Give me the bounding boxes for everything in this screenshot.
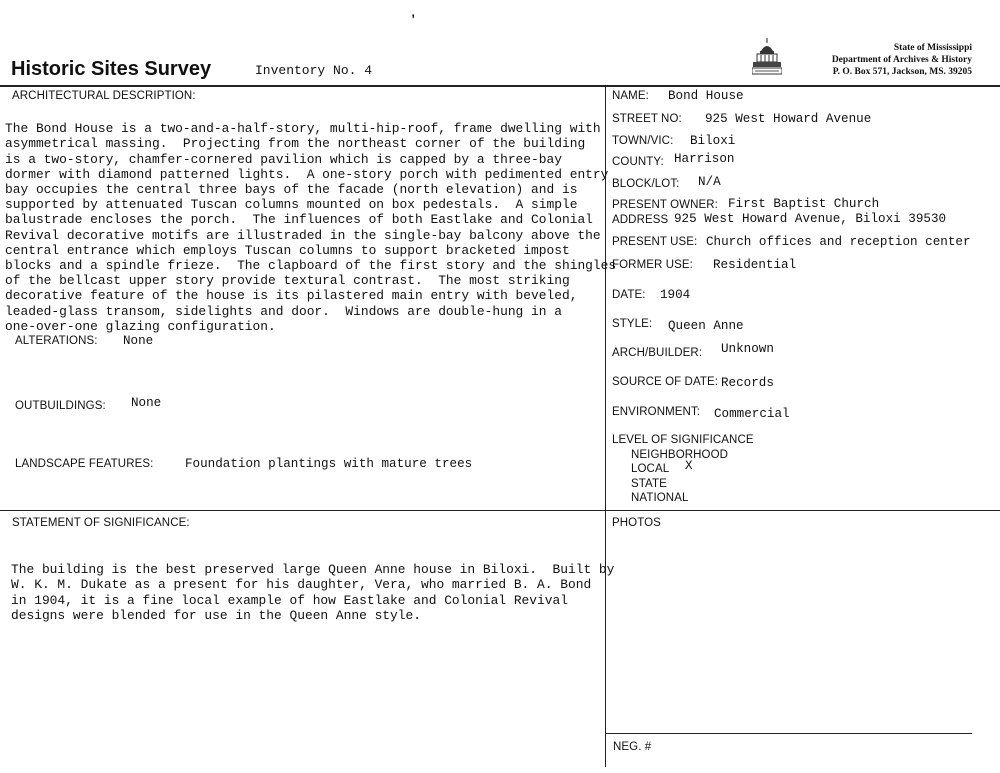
agency-line-3: P. O. Box 571, Jackson, MS. 39205 bbox=[832, 67, 972, 77]
statement-of-significance-text bbox=[11, 547, 614, 638]
present-use-value: Church offices and reception center bbox=[706, 235, 971, 249]
description-line: dormer with diamond patterned lights. A one-story porch with pedimented entry bbox=[5, 166, 609, 182]
top-rule bbox=[0, 85, 1000, 87]
arch-builder-value: Unknown bbox=[721, 342, 774, 356]
present-owner-label: PRESENT OWNER: bbox=[612, 199, 718, 211]
description-line: is a two-story, chamfer-cornered pavilion which is capped by a three-bay bbox=[5, 151, 562, 167]
significance-line: The building is the best preserved large Queen Anne house in Biloxi. Built by bbox=[11, 562, 615, 578]
agency-line-1: State of Mississippi bbox=[893, 43, 972, 53]
level-option-national: NATIONAL bbox=[631, 492, 689, 504]
alterations-label: ALTERATIONS: bbox=[15, 335, 98, 347]
present-owner-value: First Baptist Church bbox=[728, 197, 880, 211]
description-line: asymmetrical massing. Projecting from the northeast corner of the building bbox=[5, 136, 586, 152]
landscape-features-label: LANDSCAPE FEATURES: bbox=[15, 458, 154, 470]
county-value: Harrison bbox=[674, 152, 735, 166]
former-use-value: Residential bbox=[713, 258, 797, 272]
photos-label: PHOTOS bbox=[612, 517, 661, 529]
capitol-seal-icon bbox=[752, 38, 782, 76]
present-use-label: PRESENT USE: bbox=[612, 236, 698, 248]
style-value: Queen Anne bbox=[668, 319, 744, 333]
landscape-features-value: Foundation plantings with mature trees bbox=[185, 457, 473, 471]
level-option-state: STATE bbox=[631, 478, 667, 490]
architectural-description-label: ARCHITECTURAL DESCRIPTION: bbox=[12, 90, 196, 102]
agency-address bbox=[786, 42, 972, 78]
name-label: NAME: bbox=[612, 90, 649, 102]
description-line: The Bond House is a two-and-a-half-story, multi-hip-roof, frame dwelling with bbox=[5, 121, 601, 137]
source-of-date-value: Records bbox=[721, 376, 774, 390]
outbuildings-label: OUTBUILDINGS: bbox=[15, 400, 106, 412]
description-line: Revival decorative motifs are illustraded in the single-bay balcony above the bbox=[5, 227, 601, 243]
neg-number-label: NEG. # bbox=[613, 741, 652, 753]
environment-value: Commercial bbox=[714, 407, 790, 421]
form-title: Historic Sites Survey bbox=[11, 58, 212, 80]
street-no-value: 925 West Howard Avenue bbox=[705, 112, 872, 126]
description-line: one-over-one glazing configuration. bbox=[5, 318, 276, 334]
outbuildings-value: None bbox=[131, 396, 162, 410]
agency-line-2: Department of Archives & History bbox=[831, 55, 972, 65]
date-label: DATE: bbox=[612, 289, 646, 301]
level-local-mark: X bbox=[685, 459, 693, 473]
significance-line: W. K. M. Dukate as a present for his daughter, Vera, who married B. A. Bond bbox=[11, 577, 592, 593]
address-value: 925 West Howard Avenue, Biloxi 39530 bbox=[674, 212, 947, 226]
description-line: decorative feature of the house is its pilastered main entry with beveled, bbox=[5, 288, 578, 304]
architectural-description-text bbox=[5, 106, 616, 349]
name-value: Bond House bbox=[668, 89, 744, 103]
description-line: blocks and a spindle frieze. The clapboard of the first story and the shingles bbox=[5, 258, 617, 274]
description-line: bay occupies the central three bays of the facade (north elevation) and is bbox=[5, 182, 578, 198]
description-line: of the bellcast upper story provide textural contrast. The most striking bbox=[5, 273, 570, 289]
former-use-label: FORMER USE: bbox=[612, 259, 693, 271]
street-no-label: STREET NO: bbox=[612, 113, 682, 125]
statement-of-significance-label: STATEMENT OF SIGNIFICANCE: bbox=[12, 517, 190, 529]
neg-rule bbox=[606, 733, 972, 734]
level-option-neighborhood: NEIGHBORHOOD bbox=[631, 449, 729, 461]
address-label: ADDRESS bbox=[612, 214, 669, 226]
town-value: Biloxi bbox=[690, 134, 736, 148]
significance-line: in 1904, it is a fine local example of how Eastlake and Colonial Revival bbox=[11, 592, 568, 608]
stray-mark: ' bbox=[411, 12, 416, 29]
date-value: 1904 bbox=[660, 288, 691, 302]
block-lot-value: N/A bbox=[698, 175, 721, 189]
arch-builder-label: ARCH/BUILDER: bbox=[612, 347, 703, 359]
level-option-local: LOCAL bbox=[631, 463, 670, 475]
town-label: TOWN/VIC: bbox=[612, 135, 674, 147]
section-rule bbox=[0, 510, 1000, 511]
description-line: central entrance which employs Tuscan columns to support bracketed impost bbox=[5, 242, 570, 258]
description-line: balustrade encloses the porch. The influences of both Eastlake and Colonial bbox=[5, 212, 593, 228]
style-label: STYLE: bbox=[612, 318, 653, 330]
description-line: supported by attenuated Tuscan columns mounted on box pedestals. A simple bbox=[5, 197, 578, 213]
environment-label: ENVIRONMENT: bbox=[612, 406, 701, 418]
county-label: COUNTY: bbox=[612, 156, 664, 168]
alterations-value: None bbox=[123, 334, 154, 348]
significance-line: designs were blended for use in the Queen Anne style. bbox=[11, 607, 421, 623]
inventory-number: Inventory No. 4 bbox=[255, 63, 373, 78]
level-of-significance-label: LEVEL OF SIGNIFICANCE bbox=[612, 434, 754, 446]
source-of-date-label: SOURCE OF DATE: bbox=[612, 376, 719, 388]
block-lot-label: BLOCK/LOT: bbox=[612, 178, 680, 190]
description-line: leaded-glass transom, sidelights and door. Windows are double-hung in a bbox=[5, 303, 562, 319]
